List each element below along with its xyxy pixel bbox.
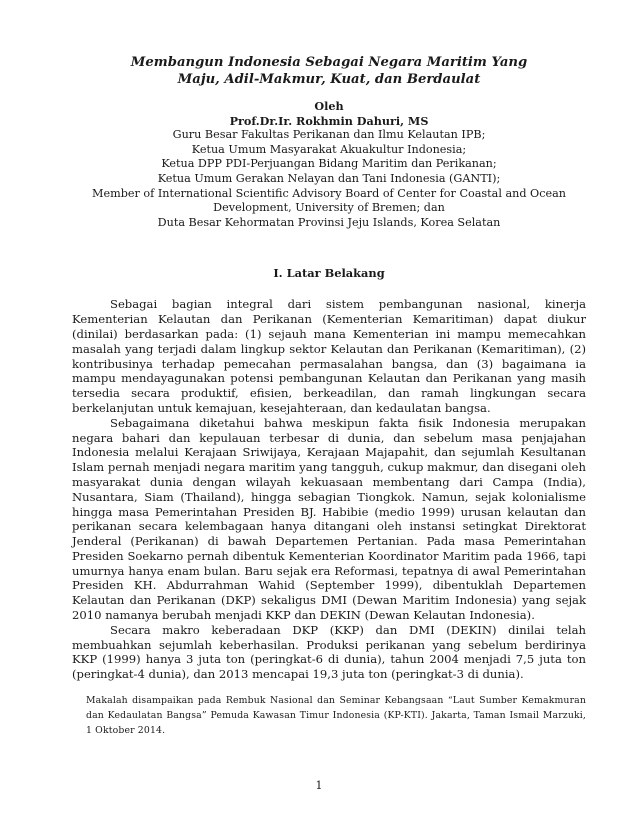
affiliation-line: Ketua Umum Masyarakat Akuakultur Indonesia;	[191, 142, 467, 156]
page-number: 1	[315, 779, 323, 792]
affiliation-line: Development, University of Bremen; dan	[213, 201, 445, 215]
affiliation-line: Duta Besar Kehormatan Provinsi Jeju Islands, Korea Selatan	[157, 215, 501, 229]
paragraph: Sebagaimana diketahui bahwa meskipun fakta fisik Indonesia merupakan negara bahari dan kepulauan terbesar di dunia, dan sebelum masa penjajahan Indonesia melalui Kerajaan Sriwijaya, Kerajaan Majapahit, dan sejumlah Kesultanan Islam pernah menjadi negara maritim yang tangguh, cukup makmur, dan disegani oleh masyarakat dunia dengan wilayah kekuasaan membentang dari Campa (India), Nusantara, Siam (Thailand), hingga sebagian Tiongkok. Namun, sejak kolonialisme hingga masa Pemerintahan Presiden BJ. Habibie (medio 1999) urusan kelautan dan perikanan secara kelembagaan hanya ditangani oleh instansi setingkat Direktorat Jenderal (Perikanan) di bawah Departemen Pertanian. Pada masa Pemerintahan Presiden Soekarno pernah dibentuk Kementerian Koordinator Maritim pada 1966, tapi umurnya hanya enam bulan. Baru sejak era Reformasi, tepatnya di awal Pemerintahan Presiden KH. Abdurrahman Wahid (September 1999), dibentuklah Departemen Kelautan dan Perikanan (DKP) sekaligus DMI (Dewan Maritim Indonesia) yang sejak 2010 namanya berubah menjadi KKP dan DEKIN (Dewan Kelautan Indonesia).	[72, 415, 586, 623]
paragraph: Secara makro keberadaan DKP (KKP) dan DMI (DEKIN) dinilai telah membuahkan sejumlah keberhasilan. Produksi perikanan yang sebelum berdirinya KKP (1999) hanya 3 juta ton (peringkat-6 di dunia), tahun 2004 menjadi 7,5 juta ton (peringkat-4 dunia), dan 2013 mencapai 19,3 juta ton (peringkat-3 di dunia).	[72, 622, 586, 682]
oleh-label: Oleh	[314, 99, 344, 113]
document-title	[72, 54, 586, 88]
affiliation-line: Ketua DPP PDI-Perjuangan Bidang Maritim dan Perikanan;	[161, 157, 497, 171]
document-page	[72, 54, 586, 738]
footnote-text: Makalah disampaikan pada Rembuk Nasional dan Seminar Kebangsaan “Laut Sumber Kemakmuran dan Kedaulatan Bangsa” Pemuda Kawasan Timur Indonesia (KP-KTI). Jakarta, Taman Ismail Marzuki, 1 Oktober 2014.	[86, 695, 586, 737]
footnote	[72, 693, 586, 738]
title-line-1: Membangun Indonesia Sebagai Negara Maritim Yang	[130, 55, 528, 70]
paragraph: Sebagai bagian integral dari sistem pembangunan nasional, kinerja Kementerian Kelautan dan Perikanan (Kementerian Kemaritiman) dapat diukur (dinilai) berdasarkan pada: (1) sejauh mana Kementerian ini mampu memecahkan masalah yang terjadi dalam lingkup sektor Kelautan dan Perikanan (Kemaritiman), (2) kontribusinya terhadap pemecahan permasalahan bangsa, dan (3) bagaimana ia mampu mendayagunakan potensi pembangunan Kelautan dan Perikanan yang masih tersedia secara produktif, efisien, berkeadilan, dan ramah lingkungan secara berkelanjutan untuk kemajuan, kesejahteraan, dan kedaulatan bangsa.	[72, 297, 586, 415]
author-block	[72, 99, 586, 230]
affiliation-line: Guru Besar Fakultas Perikanan dan Ilmu Kelautan IPB;	[172, 128, 486, 142]
section-heading: I. Latar Belakang	[273, 266, 385, 281]
title-line-2: Maju, Adil-Makmur, Kuat, dan Berdaulat	[177, 72, 481, 87]
author-name: Prof.Dr.Ir. Rokhmin Dahuri, MS	[229, 113, 429, 128]
body-text	[72, 297, 586, 682]
affiliation-line: Member of International Scientific Advisory Board of Center for Coastal and Ocean	[92, 186, 566, 200]
affiliation-line: Ketua Umum Gerakan Nelayan dan Tani Indonesia (GANTI);	[157, 171, 501, 185]
